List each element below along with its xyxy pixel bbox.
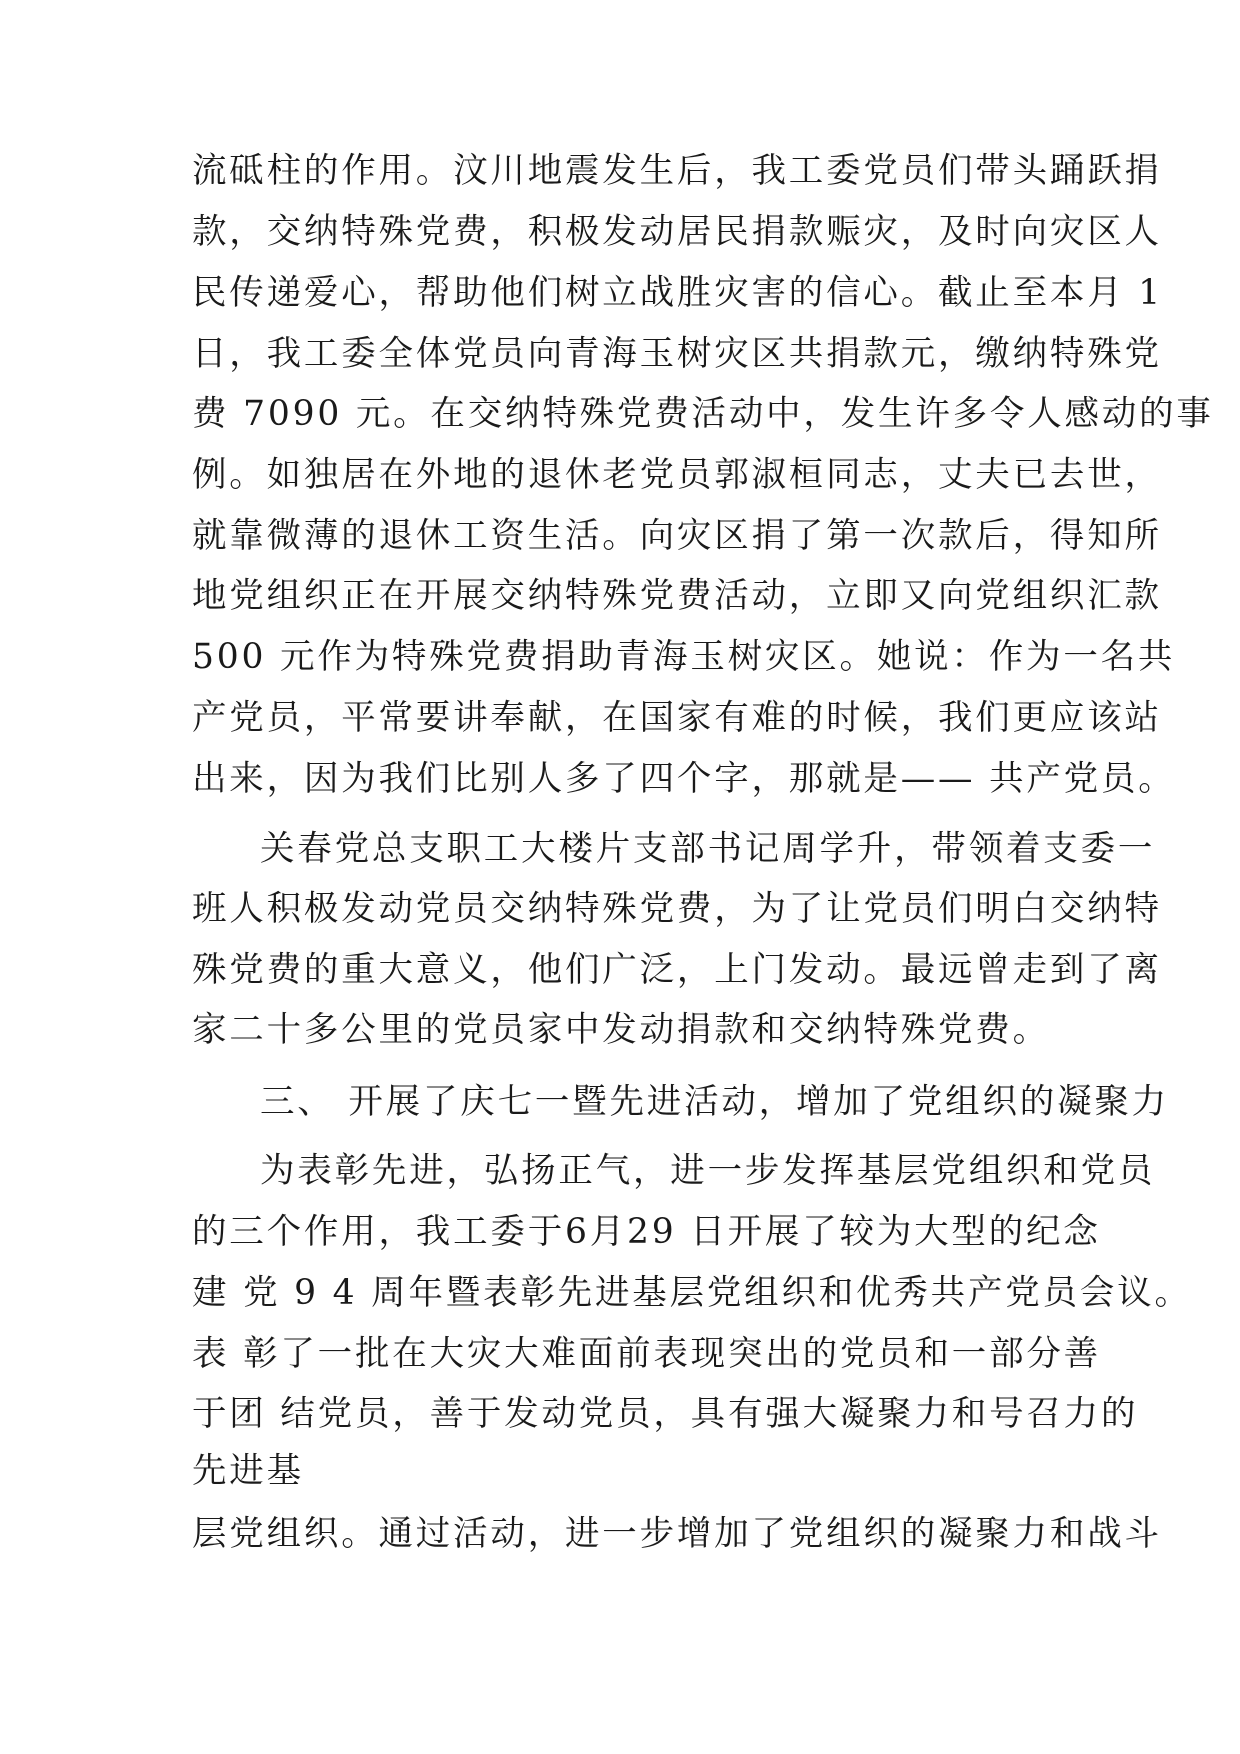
text-line: 日，我工委全体党员向青海玉树灾区共捐款元，缴纳特殊党	[192, 334, 1162, 374]
text-line: 地党组织正在开展交纳特殊党费活动，立即又向党组织汇款	[192, 576, 1162, 616]
section-heading: 三、 开展了庆七一暨先进活动，增加了党组织的凝聚力	[260, 1082, 1169, 1122]
paragraph-first-line: 为表彰先进，弘扬正气，进一步发挥基层党组织和党员	[260, 1151, 1156, 1191]
text-line: 民传递爱心，帮助他们树立战胜灾害的信心。截止至本月 1	[192, 273, 1164, 313]
text-line: 流砥柱的作用。汶川地震发生后，我工委党员们带头踊跃捐	[192, 151, 1162, 191]
text-line: 班人积极发动党员交纳特殊党费，为了让党员们明白交纳特	[192, 889, 1162, 929]
text-line: 就靠微薄的退休工资生活。向灾区捐了第一次款后，得知所	[192, 516, 1162, 556]
text-line: 于团 结党员，善于发动党员，具有强大凝聚力和号召力的	[192, 1394, 1139, 1434]
text-line: 的三个作用，我工委于6月29 日开展了较为大型的纪念	[192, 1212, 1101, 1252]
text-line: 例。如独居在外地的退休老党员郭淑桓同志，丈夫已去世，	[192, 455, 1162, 495]
text-line: 殊党费的重大意义，他们广泛，上门发动。最远曾走到了离	[192, 950, 1162, 990]
paragraph-first-line: 关春党总支职工大楼片支部书记周学升，带领着支委一	[260, 829, 1156, 869]
text-line: 先进基	[192, 1451, 304, 1491]
text-line: 出来，因为我们比别人多了四个字，那就是—— 共产党员。	[192, 759, 1176, 799]
text-line: 费 7090 元。在交纳特殊党费活动中，发生许多令人感动的事	[192, 394, 1214, 434]
text-line: 产党员，平常要讲奉献，在国家有难的时候，我们更应该站	[192, 698, 1162, 738]
text-line: 表 彰了一批在大灾大难面前表现突出的党员和一部分善	[192, 1334, 1101, 1374]
text-line: 层党组织。通过活动，进一步增加了党组织的凝聚力和战斗	[192, 1514, 1162, 1554]
text-line: 家二十多公里的党员家中发动捐款和交纳特殊党费。	[192, 1010, 1050, 1050]
text-line: 500 元作为特殊党费捐助青海玉树灾区。她说：作为一名共	[192, 637, 1176, 677]
text-line: 款，交纳特殊党费，积极发动居民捐款赈灾，及时向灾区人	[192, 212, 1162, 252]
text-line: 建 党 9 4 周年暨表彰先进基层党组织和优秀共产党员会议。	[192, 1273, 1192, 1313]
